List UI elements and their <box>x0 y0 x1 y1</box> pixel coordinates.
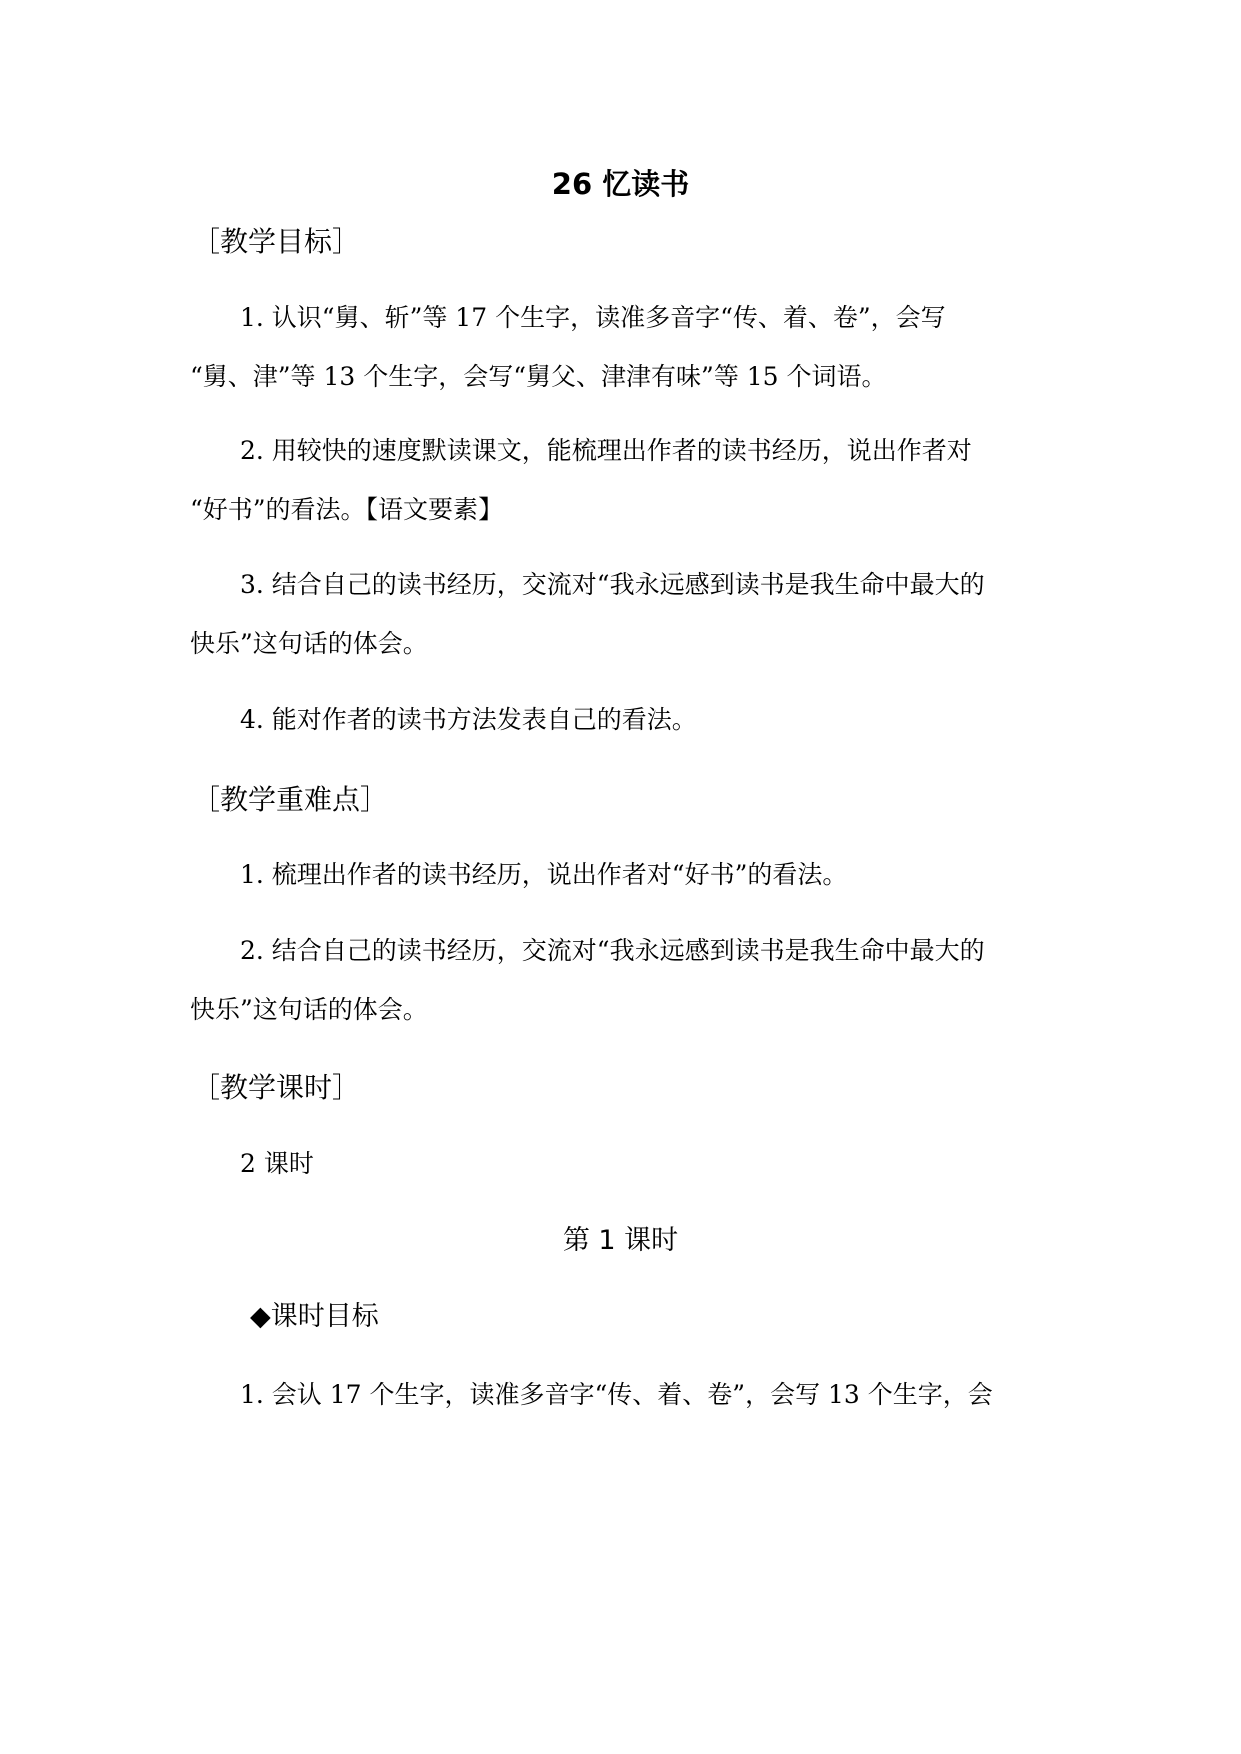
objective-2-line1: 2. 用较快的速度默读课文，能梳理出作者的读书经历，说出作者对 <box>240 436 972 465</box>
objective-2-line2: “好书”的看法。【语文要素】 <box>190 495 504 524</box>
objective-1-line2: “舅、津”等 13 个生字，会写“舅父、津津有味”等 15 个词语。 <box>190 362 887 391</box>
objective-3-line2: 快乐”这句话的体会。 <box>190 629 428 658</box>
lesson-objective-1-line1: 1. 会认 17 个生字，读准多音字“传、着、卷”，会写 13 个生字，会 <box>240 1380 993 1409</box>
lesson-objective-heading: ◆课时目标 <box>250 1301 379 1332</box>
key-point-2-line2: 快乐”这句话的体会。 <box>190 995 428 1024</box>
key-point-1-line1: 1. 梳理出作者的读书经历，说出作者对“好书”的看法。 <box>240 860 848 889</box>
objective-3-line1: 3. 结合自己的读书经历，交流对“我永远感到读书是我生命中最大的 <box>240 570 985 599</box>
lesson-1-heading: 第 1 课时 <box>562 1225 679 1256</box>
class-hours-value: 2 课时 <box>240 1149 314 1178</box>
section-heading-class-hours: ［教学课时］ <box>192 1071 361 1104</box>
key-point-2-line1: 2. 结合自己的读书经历，交流对“我永远感到读书是我生命中最大的 <box>240 936 985 965</box>
section-heading-key-points: ［教学重难点］ <box>192 783 389 816</box>
objective-1-line1: 1. 认识“舅、斩”等 17 个生字，读准多音字“传、着、卷”，会写 <box>240 303 946 332</box>
document-title: 26 忆读书 <box>551 167 690 201</box>
objective-4-line1: 4. 能对作者的读书方法发表自己的看法。 <box>240 705 697 734</box>
section-heading-objectives: ［教学目标］ <box>192 225 361 258</box>
